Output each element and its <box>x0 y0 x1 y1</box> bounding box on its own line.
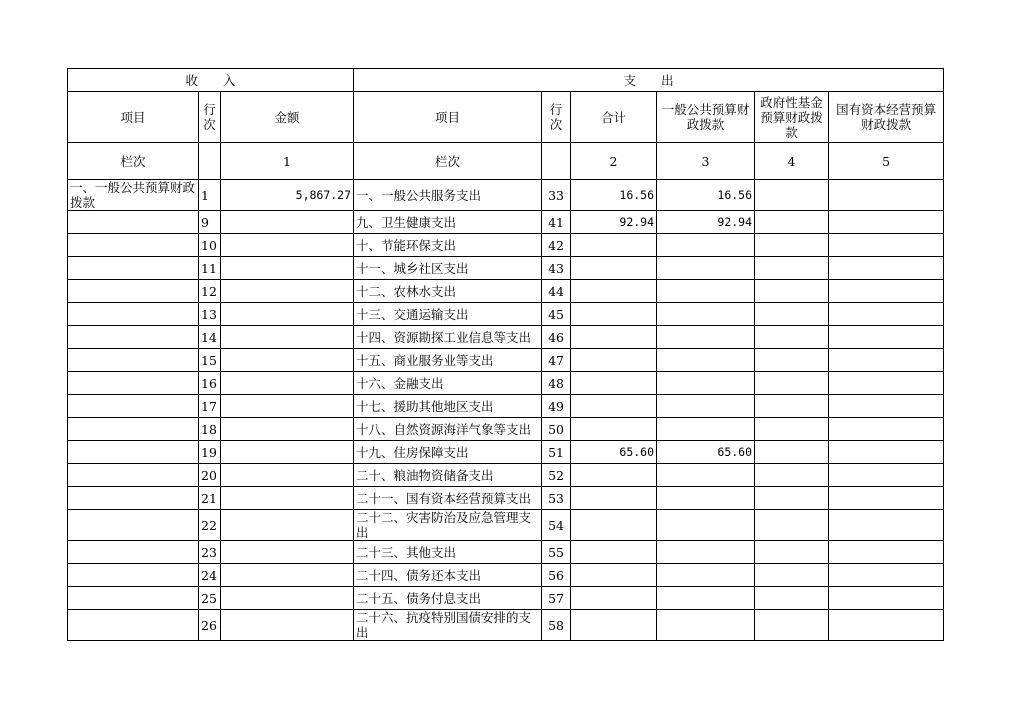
table-row <box>68 180 944 211</box>
income-row-no: 9 <box>199 211 221 234</box>
expenditure-item: 十一、城乡社区支出 <box>354 257 542 280</box>
expenditure-row-no: 47 <box>542 349 571 372</box>
state-capital-cell <box>829 395 944 418</box>
gov-fund-cell <box>755 326 829 349</box>
col-item: 项目 <box>68 92 199 143</box>
state-capital-cell <box>829 257 944 280</box>
income-item <box>68 587 199 610</box>
index-label: 栏次 <box>68 143 199 180</box>
expenditure-row-no: 45 <box>542 303 571 326</box>
gov-fund-cell <box>755 464 829 487</box>
col-exp-item: 项目 <box>354 92 542 143</box>
state-capital-cell <box>829 234 944 257</box>
income-row-no: 21 <box>199 487 221 510</box>
table-row <box>68 257 944 280</box>
expenditure-row-no: 49 <box>542 395 571 418</box>
expenditure-item: 二十五、债务付息支出 <box>354 587 542 610</box>
income-row-no: 25 <box>199 587 221 610</box>
expenditure-row-no: 55 <box>542 541 571 564</box>
expenditure-item: 十九、住房保障支出 <box>354 441 542 464</box>
state-capital-cell <box>829 541 944 564</box>
expenditure-item: 二十六、抗疫特别国债安排的支出 <box>354 610 542 641</box>
income-amount <box>221 372 354 395</box>
income-item <box>68 564 199 587</box>
total-cell <box>571 510 657 541</box>
income-amount <box>221 326 354 349</box>
expenditure-item: 十二、农林水支出 <box>354 280 542 303</box>
expenditure-row-no: 53 <box>542 487 571 510</box>
income-row-no: 16 <box>199 372 221 395</box>
gov-fund-cell <box>755 303 829 326</box>
gov-fund-cell <box>755 510 829 541</box>
table-row <box>68 610 944 641</box>
income-row-no: 15 <box>199 349 221 372</box>
expenditure-header: 支 出 <box>354 69 944 92</box>
general-budget-cell <box>657 326 755 349</box>
state-capital-cell <box>829 372 944 395</box>
gov-fund-cell <box>755 280 829 303</box>
income-amount <box>221 610 354 641</box>
gov-fund-cell <box>755 587 829 610</box>
gov-fund-cell <box>755 441 829 464</box>
gov-fund-cell <box>755 372 829 395</box>
income-item <box>68 610 199 641</box>
state-capital-cell <box>829 510 944 541</box>
income-row-no: 12 <box>199 280 221 303</box>
table-row <box>68 510 944 541</box>
state-capital-cell <box>829 418 944 441</box>
expenditure-row-no: 33 <box>542 180 571 211</box>
income-item <box>68 234 199 257</box>
income-item <box>68 418 199 441</box>
total-cell <box>571 234 657 257</box>
income-row-no: 10 <box>199 234 221 257</box>
income-item <box>68 326 199 349</box>
income-amount <box>221 234 354 257</box>
total-cell <box>571 418 657 441</box>
total-cell <box>571 564 657 587</box>
total-cell: 16.56 <box>571 180 657 211</box>
income-amount: 5,867.27 <box>221 180 354 211</box>
expenditure-item: 二十三、其他支出 <box>354 541 542 564</box>
expenditure-row-no: 46 <box>542 326 571 349</box>
gov-fund-cell <box>755 349 829 372</box>
general-budget-cell <box>657 280 755 303</box>
state-capital-cell <box>829 441 944 464</box>
col-total: 合计 <box>571 92 657 143</box>
expenditure-item: 二十二、灾害防治及应急管理支出 <box>354 510 542 541</box>
gov-fund-cell <box>755 564 829 587</box>
total-cell: 65.60 <box>571 441 657 464</box>
col-exp-row-no: 行次 <box>542 92 571 143</box>
expenditure-row-no: 44 <box>542 280 571 303</box>
total-cell <box>571 303 657 326</box>
income-item <box>68 464 199 487</box>
expenditure-row-no: 48 <box>542 372 571 395</box>
expenditure-item: 十八、自然资源海洋气象等支出 <box>354 418 542 441</box>
general-budget-cell <box>657 349 755 372</box>
expenditure-row-no: 41 <box>542 211 571 234</box>
table-row <box>68 541 944 564</box>
index-general-budget: 3 <box>657 143 755 180</box>
general-budget-cell <box>657 464 755 487</box>
table-row <box>68 280 944 303</box>
gov-fund-cell <box>755 180 829 211</box>
index-total: 2 <box>571 143 657 180</box>
total-cell <box>571 395 657 418</box>
general-budget-cell <box>657 541 755 564</box>
index-blank <box>542 143 571 180</box>
table-row <box>68 303 944 326</box>
income-item <box>68 257 199 280</box>
total-cell: 92.94 <box>571 211 657 234</box>
income-row-no: 1 <box>199 180 221 211</box>
general-budget-cell <box>657 257 755 280</box>
income-amount <box>221 395 354 418</box>
table-row <box>68 395 944 418</box>
income-amount <box>221 487 354 510</box>
col-row-no: 行次 <box>199 92 221 143</box>
gov-fund-cell <box>755 395 829 418</box>
expenditure-row-no: 58 <box>542 610 571 641</box>
total-cell <box>571 326 657 349</box>
state-capital-cell <box>829 564 944 587</box>
income-row-no: 13 <box>199 303 221 326</box>
expenditure-item: 十、节能环保支出 <box>354 234 542 257</box>
total-cell <box>571 349 657 372</box>
col-state-capital: 国有资本经营预算财政拨款 <box>829 92 944 143</box>
general-budget-cell <box>657 610 755 641</box>
income-item <box>68 372 199 395</box>
income-row-no: 26 <box>199 610 221 641</box>
gov-fund-cell <box>755 487 829 510</box>
state-capital-cell <box>829 280 944 303</box>
state-capital-cell <box>829 464 944 487</box>
index-state-capital: 5 <box>829 143 944 180</box>
general-budget-cell <box>657 418 755 441</box>
expenditure-row-no: 54 <box>542 510 571 541</box>
income-amount <box>221 349 354 372</box>
expenditure-item: 二十一、国有资本经营预算支出 <box>354 487 542 510</box>
expenditure-item: 十五、商业服务业等支出 <box>354 349 542 372</box>
state-capital-cell <box>829 487 944 510</box>
general-budget-cell <box>657 510 755 541</box>
table-row <box>68 564 944 587</box>
income-amount <box>221 418 354 441</box>
expenditure-item: 九、卫生健康支出 <box>354 211 542 234</box>
gov-fund-cell <box>755 257 829 280</box>
income-amount <box>221 257 354 280</box>
table-row <box>68 349 944 372</box>
table-row <box>68 211 944 234</box>
expenditure-row-no: 56 <box>542 564 571 587</box>
general-budget-cell <box>657 372 755 395</box>
table-row <box>68 372 944 395</box>
col-general-budget: 一般公共预算财政拨款 <box>657 92 755 143</box>
income-row-no: 23 <box>199 541 221 564</box>
income-amount <box>221 280 354 303</box>
col-amount: 金额 <box>221 92 354 143</box>
income-item <box>68 211 199 234</box>
income-item <box>68 349 199 372</box>
state-capital-cell <box>829 349 944 372</box>
total-cell <box>571 257 657 280</box>
total-cell <box>571 372 657 395</box>
index-gov-fund: 4 <box>755 143 829 180</box>
income-amount <box>221 510 354 541</box>
general-budget-cell <box>657 303 755 326</box>
table-row <box>68 326 944 349</box>
state-capital-cell <box>829 587 944 610</box>
income-row-no: 11 <box>199 257 221 280</box>
income-row-no: 19 <box>199 441 221 464</box>
income-item <box>68 395 199 418</box>
general-budget-cell: 16.56 <box>657 180 755 211</box>
state-capital-cell <box>829 326 944 349</box>
income-amount <box>221 587 354 610</box>
total-cell <box>571 587 657 610</box>
general-budget-cell <box>657 395 755 418</box>
expenditure-row-no: 57 <box>542 587 571 610</box>
income-row-no: 24 <box>199 564 221 587</box>
expenditure-row-no: 51 <box>542 441 571 464</box>
gov-fund-cell <box>755 234 829 257</box>
expenditure-item: 一、一般公共服务支出 <box>354 180 542 211</box>
income-amount <box>221 211 354 234</box>
income-row-no: 18 <box>199 418 221 441</box>
income-row-no: 22 <box>199 510 221 541</box>
general-budget-cell <box>657 564 755 587</box>
income-amount <box>221 541 354 564</box>
income-amount <box>221 564 354 587</box>
income-header: 收 入 <box>68 69 354 92</box>
income-row-no: 20 <box>199 464 221 487</box>
general-budget-cell <box>657 234 755 257</box>
income-row-no: 17 <box>199 395 221 418</box>
general-budget-cell <box>657 487 755 510</box>
income-item <box>68 441 199 464</box>
expenditure-item: 十四、资源勘探工业信息等支出 <box>354 326 542 349</box>
table-row <box>68 418 944 441</box>
income-amount <box>221 464 354 487</box>
gov-fund-cell <box>755 610 829 641</box>
income-amount <box>221 441 354 464</box>
total-cell <box>571 464 657 487</box>
expenditure-item: 二十四、债务还本支出 <box>354 564 542 587</box>
expenditure-row-no: 52 <box>542 464 571 487</box>
income-item <box>68 280 199 303</box>
state-capital-cell <box>829 211 944 234</box>
index-amount: 1 <box>221 143 354 180</box>
table-row <box>68 587 944 610</box>
expenditure-row-no: 42 <box>542 234 571 257</box>
income-item: 一、一般公共预算财政拨款 <box>68 180 199 211</box>
index-blank <box>199 143 221 180</box>
income-item <box>68 487 199 510</box>
expenditure-row-no: 50 <box>542 418 571 441</box>
table-row <box>68 234 944 257</box>
total-cell <box>571 610 657 641</box>
income-item <box>68 510 199 541</box>
table-row <box>68 464 944 487</box>
table-row <box>68 441 944 464</box>
general-budget-cell <box>657 587 755 610</box>
total-cell <box>571 487 657 510</box>
expenditure-item: 十七、援助其他地区支出 <box>354 395 542 418</box>
state-capital-cell <box>829 180 944 211</box>
expenditure-row-no: 43 <box>542 257 571 280</box>
gov-fund-cell <box>755 211 829 234</box>
total-cell <box>571 541 657 564</box>
budget-table <box>67 68 944 641</box>
gov-fund-cell <box>755 418 829 441</box>
income-amount <box>221 303 354 326</box>
expenditure-item: 二十、粮油物资储备支出 <box>354 464 542 487</box>
general-budget-cell: 92.94 <box>657 211 755 234</box>
total-cell <box>571 280 657 303</box>
col-gov-fund: 政府性基金预算财政拨款 <box>755 92 829 143</box>
general-budget-cell: 65.60 <box>657 441 755 464</box>
state-capital-cell <box>829 610 944 641</box>
gov-fund-cell <box>755 541 829 564</box>
expenditure-item: 十六、金融支出 <box>354 372 542 395</box>
state-capital-cell <box>829 303 944 326</box>
table-row <box>68 487 944 510</box>
index-exp-label: 栏次 <box>354 143 542 180</box>
income-item <box>68 541 199 564</box>
income-item <box>68 303 199 326</box>
expenditure-item: 十三、交通运输支出 <box>354 303 542 326</box>
income-row-no: 14 <box>199 326 221 349</box>
